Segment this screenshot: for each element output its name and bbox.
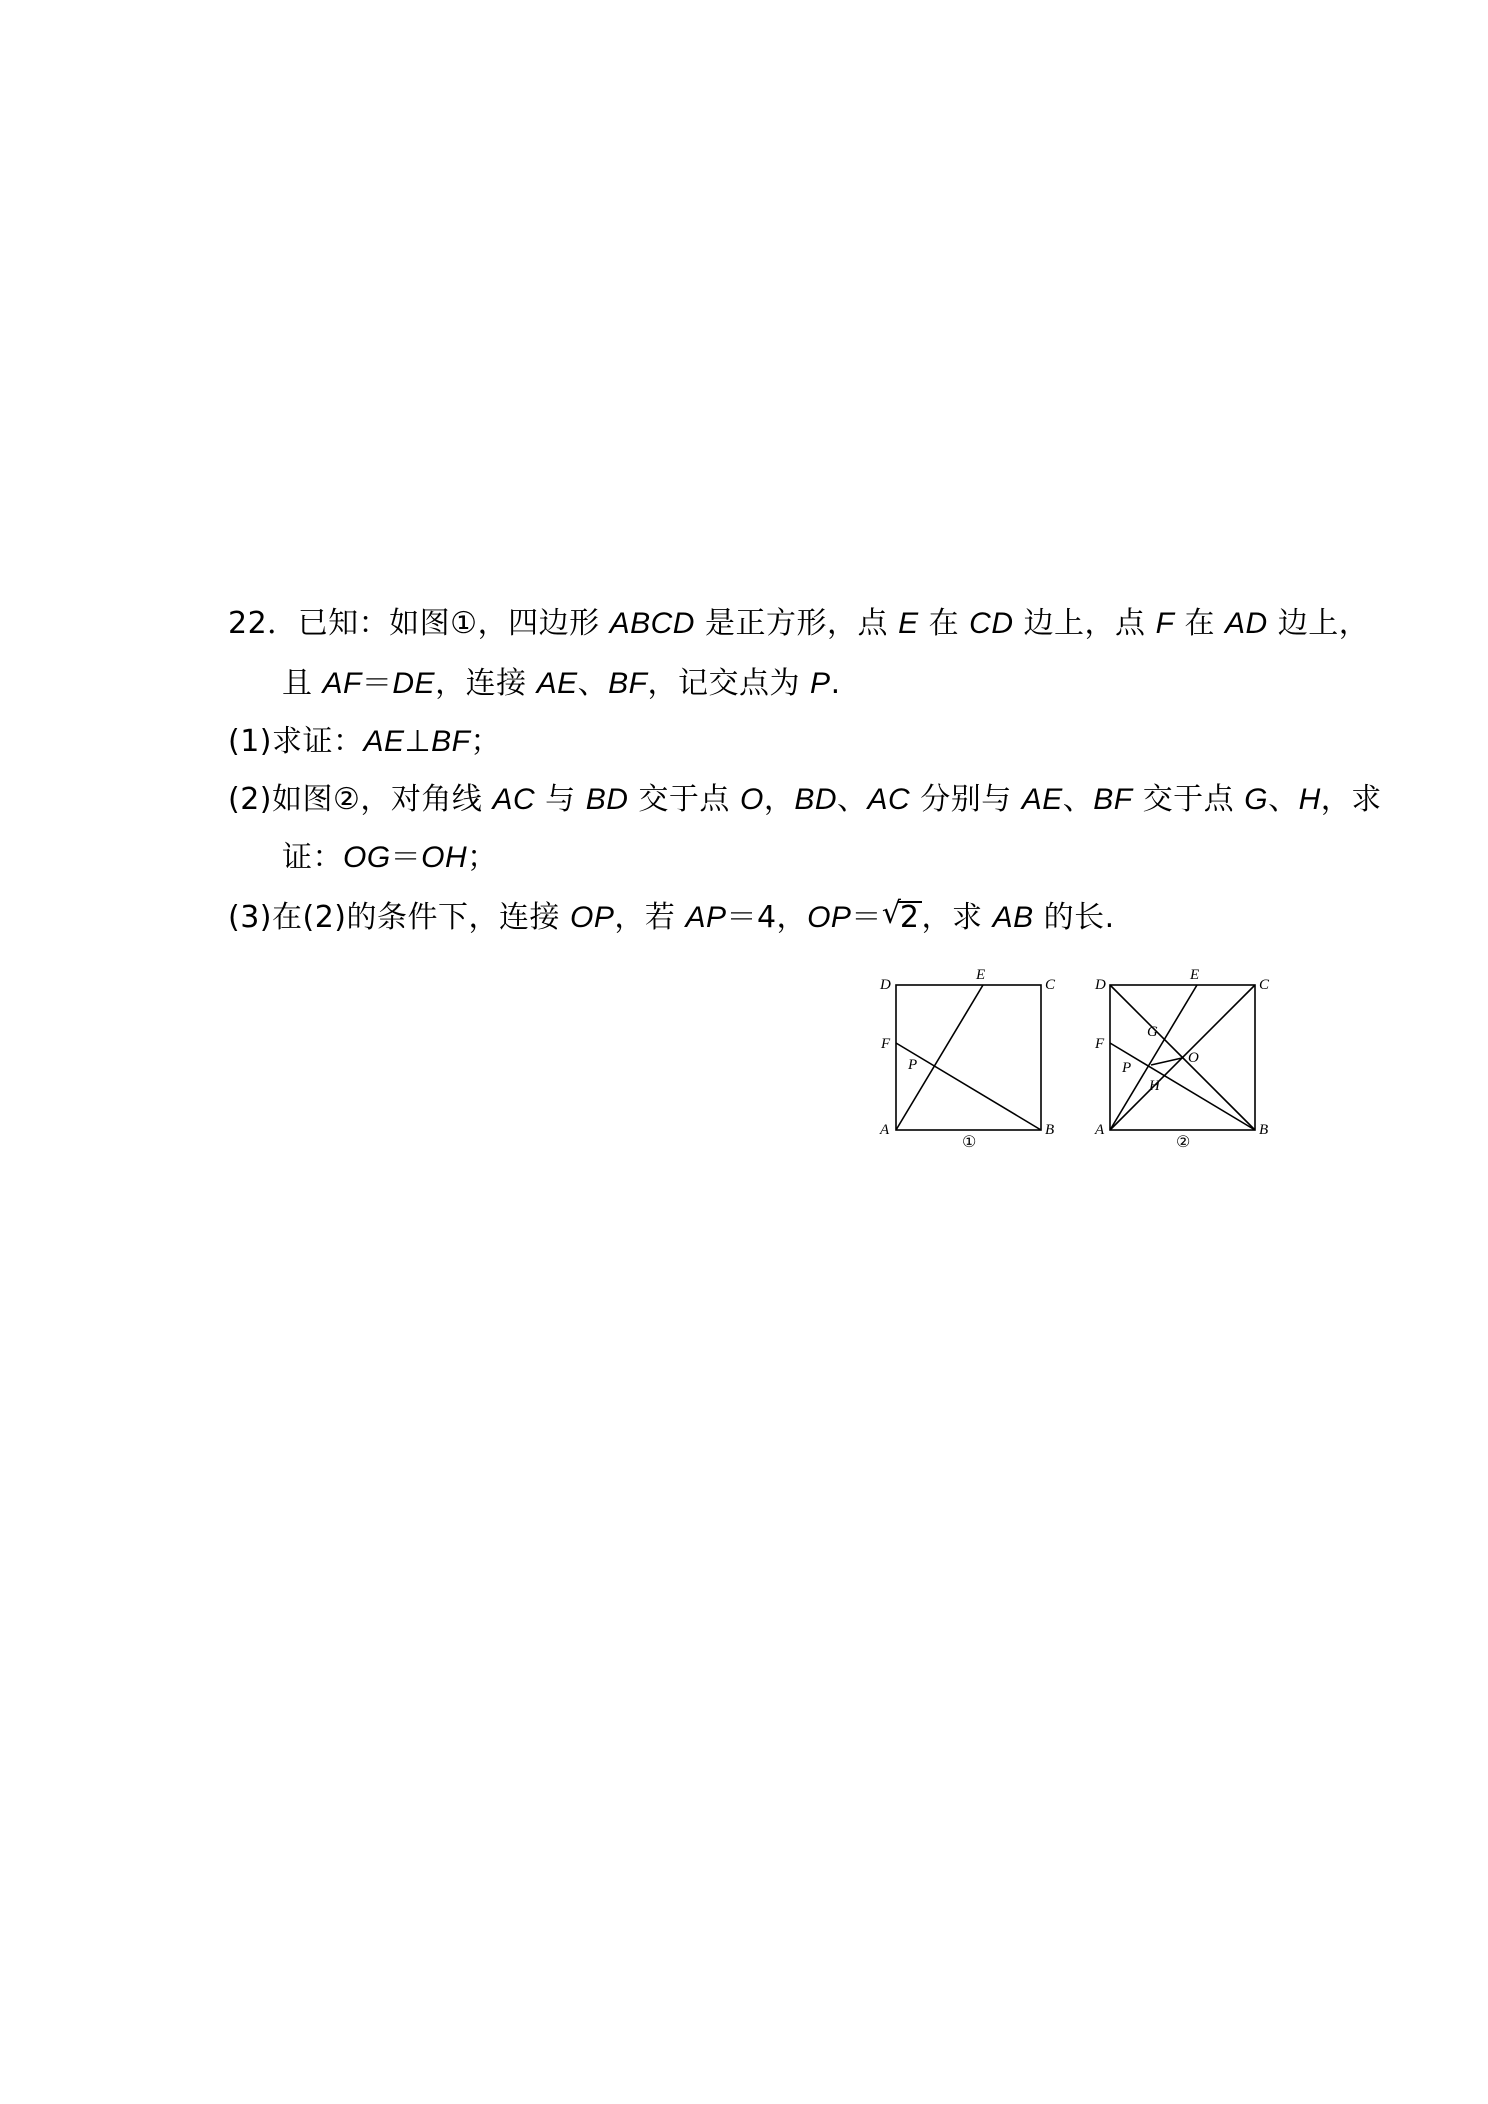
radical-sign: √ [881,896,902,931]
fig2-label-b: B [1259,1122,1269,1138]
fig1-label-c: C [1045,977,1056,993]
fig2-segment-bf [1110,1043,1255,1130]
part-3: (3)在(2)的条件下，连接 OP，若 AP＝4，OP＝ √ 2，求 AB 的长. [228,898,1115,938]
fig2-caption: ② [1176,1134,1191,1149]
fig1-label-d: D [880,977,891,993]
fig1-segment-bf [896,1043,1041,1130]
part-1: (1)求证：AE⊥BF； [228,724,502,759]
fig2-label-h: H [1149,1078,1160,1094]
part-3-label: (3) [228,900,272,935]
part-2-line-1: (2)如图②，对角线 AC 与 BD 交于点 O，BD、AC 分别与 AE、BF 交于点 G、H，求 [228,782,1382,817]
fig2-label-g: G [1147,1024,1158,1040]
problem-line-2: 且 AF＝DE，连接 AE、BF，记交点为 P. [282,666,841,701]
sqrt-2: √ 2 [881,896,920,935]
fig2-label-f: F [1095,1036,1105,1052]
part-2-label: (2) [228,782,272,817]
fig1-label-a: A [880,1122,890,1138]
fig1-square-abcd [896,985,1041,1130]
fig2-label-o: O [1188,1050,1199,1066]
figure-1 [872,964,1062,1149]
fig2-label-d: D [1095,977,1106,993]
problem-number: 22． [228,606,298,641]
fig1-caption: ① [962,1134,977,1149]
fig1-label-b: B [1045,1122,1055,1138]
fig1-label-p: P [908,1057,918,1073]
fig2-label-a: A [1095,1122,1105,1138]
fig1-label-e: E [976,967,986,983]
fig2-segment-op [1151,1058,1182,1065]
fig2-label-e: E [1190,967,1200,983]
part-2-line-2: 证：OG＝OH； [282,840,498,875]
fig2-label-c: C [1259,977,1270,993]
fig2-label-p: P [1122,1060,1132,1076]
fig2-segment-ae [1110,985,1197,1130]
fig1-label-f: F [881,1036,891,1052]
problem-line-1: 22．已知：如图①，四边形 ABCD 是正方形，点 E 在 CD 边上，点 F 在 AD 边上， [228,606,1370,641]
figure-2 [1088,964,1278,1149]
part-1-label: (1) [228,724,272,759]
